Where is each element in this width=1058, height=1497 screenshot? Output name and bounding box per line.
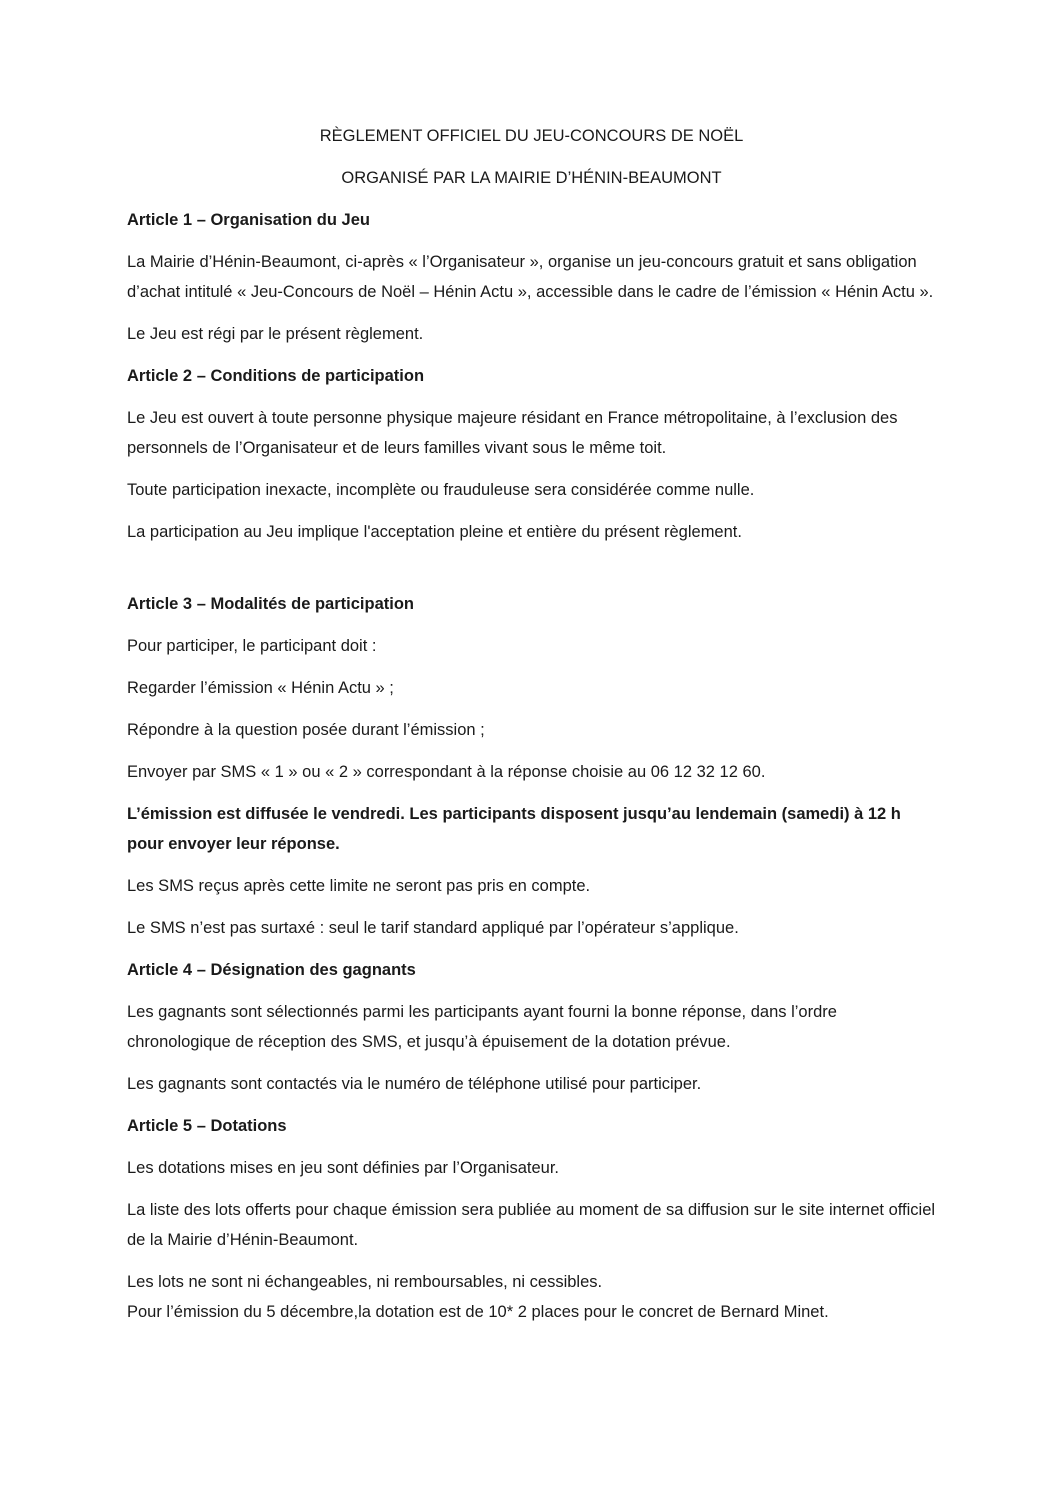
article-2-paragraph-3: La participation au Jeu implique l'acceptation pleine et entière du présent règlement. xyxy=(127,523,742,541)
blank-line xyxy=(127,559,936,589)
article-3-paragraph-4: Envoyer par SMS « 1 » ou « 2 » correspondant à la réponse choisie au 06 12 32 12 60. xyxy=(127,763,766,781)
article-4-paragraph-2: Les gagnants sont contactés via le numéro de téléphone utilisé pour participer. xyxy=(127,1075,702,1093)
article-3-paragraph-5-bold: L’émission est diffusée le vendredi. Les participants disposent jusqu’au lendemain (samedi) à 12 h pour envoyer leur réponse. xyxy=(127,805,901,853)
article-5-paragraph-2: La liste des lots offerts pour chaque émission sera publiée au moment de sa diffusion sur le site internet officiel de la Mairie d’Hénin-Beaumont. xyxy=(127,1201,936,1249)
article-5-paragraph-1: Les dotations mises en jeu sont définies par l’Organisateur. xyxy=(127,1159,559,1177)
article-4-paragraph-1: Les gagnants sont sélectionnés parmi les participants ayant fourni la bonne réponse, dans l’ordre chronologique de réception des SMS, et jusqu’à épuisement de la dotation prévue. xyxy=(127,1003,837,1051)
article-5-paragraph-3-line-1: Les lots ne sont ni échangeables, ni remboursables, ni cessibles. xyxy=(127,1273,603,1291)
article-1-heading: Article 1 – Organisation du Jeu xyxy=(127,211,370,229)
article-5-heading: Article 5 – Dotations xyxy=(127,1117,287,1135)
article-2-paragraph-1: Le Jeu est ouvert à toute personne physique majeure résidant en France métropolitaine, à l’exclusion des personnels de l’Organisateur et de leurs familles vivant sous le même toit. xyxy=(127,409,898,457)
article-3-paragraph-1: Pour participer, le participant doit : xyxy=(127,637,377,655)
document-title: RÈGLEMENT OFFICIEL DU JEU-CONCOURS DE NOËL xyxy=(319,127,744,145)
article-3-paragraph-6: Les SMS reçus après cette limite ne seront pas pris en compte. xyxy=(127,877,591,895)
article-1-paragraph-2: Le Jeu est régi par le présent règlement. xyxy=(127,325,424,343)
article-3-paragraph-7: Le SMS n’est pas surtaxé : seul le tarif standard appliqué par l’opérateur s’applique. xyxy=(127,919,739,937)
article-5-paragraph-3-line-2: Pour l’émission du 5 décembre,la dotation est de 10* 2 places pour le concret de Bernard Minet. xyxy=(127,1303,829,1321)
article-2-heading: Article 2 – Conditions de participation xyxy=(127,367,425,385)
article-1-paragraph-1: La Mairie d’Hénin-Beaumont, ci-après « l’Organisateur », organise un jeu-concours gratuit et sans obligation d’achat intitulé « Jeu-Concours de Noël – Hénin Actu », accessible dans le cadre de l’émission « Hénin Actu ». xyxy=(127,253,934,301)
article-3-paragraph-2: Regarder l’émission « Hénin Actu » ; xyxy=(127,679,394,697)
document-subtitle: ORGANISÉ PAR LA MAIRIE D’HÉNIN-BEAUMONT xyxy=(341,169,722,187)
article-3-heading: Article 3 – Modalités de participation xyxy=(127,595,414,613)
article-4-heading: Article 4 – Désignation des gagnants xyxy=(127,961,416,979)
article-2-paragraph-2: Toute participation inexacte, incomplète ou frauduleuse sera considérée comme nulle. xyxy=(127,481,755,499)
article-3-paragraph-3: Répondre à la question posée durant l’émission ; xyxy=(127,721,485,739)
